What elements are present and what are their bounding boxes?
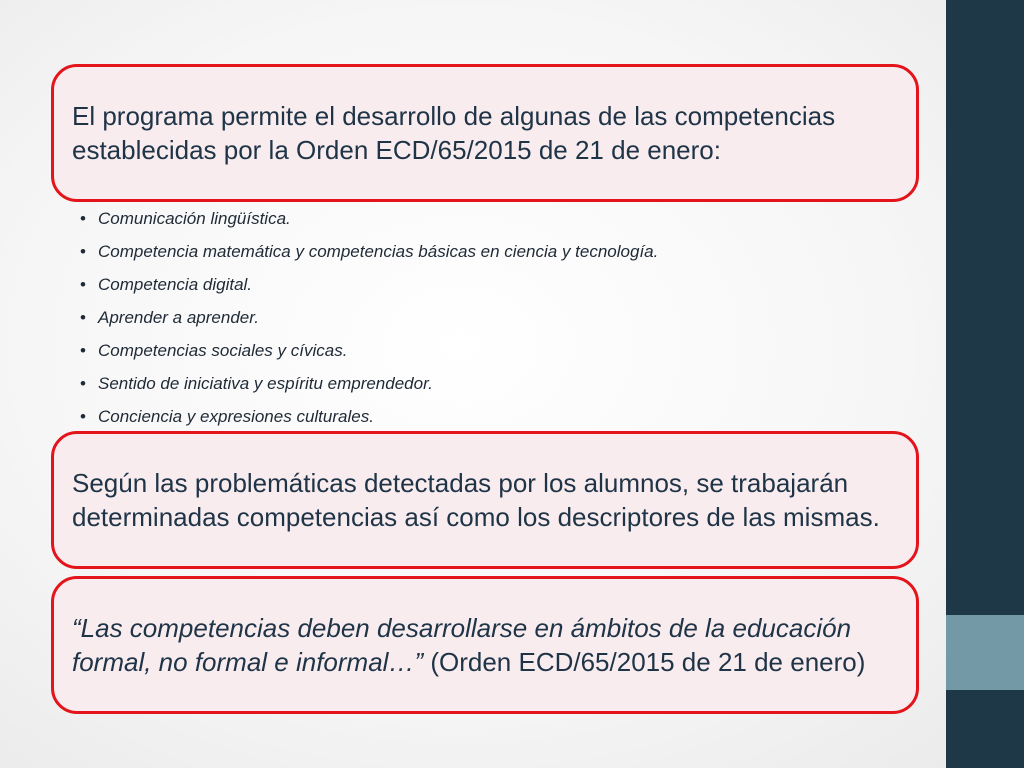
quote-box (51, 576, 919, 714)
side-bar-accent (946, 615, 1024, 690)
problematicas-box (51, 431, 919, 569)
list-item-text: Conciencia y expresiones culturales. (98, 407, 374, 426)
quote-text: “Las competencias deben desarrollarse en ámbitos de la educación formal, no formal e informal…” (72, 613, 852, 677)
list-item-text: Competencia digital. (98, 275, 253, 294)
list-item-text: Comunicación lingüística. (98, 209, 291, 228)
quote-paragraph (72, 611, 898, 679)
list-item (80, 235, 930, 268)
list-item-text: Competencias sociales y cívicas. (98, 341, 348, 360)
competencias-list (80, 202, 930, 433)
list-item-text: Competencia matemática y competencias básicas en ciencia y tecnología. (98, 242, 659, 261)
bullet-marker: • (80, 209, 86, 228)
list-item (80, 367, 930, 400)
list-item (80, 202, 930, 235)
bullet-marker: • (80, 374, 86, 393)
list-item (80, 268, 930, 301)
bullet-marker: • (80, 275, 86, 294)
quote-citation: (Orden ECD/65/2015 de 21 de enero) (423, 647, 866, 677)
intro-box (51, 64, 919, 202)
list-item-text: Aprender a aprender. (98, 308, 259, 327)
bullet-marker: • (80, 341, 86, 360)
problematicas-text: Según las problemáticas detectadas por los alumnos, se trabajarán determinadas competencias así como los descriptores de las mismas. (72, 468, 880, 532)
list-item (80, 334, 930, 367)
list-item (80, 400, 930, 433)
bullet-marker: • (80, 308, 86, 327)
intro-text: El programa permite el desarrollo de algunas de las competencias establecidas por la Orden ECD/65/2015 de 21 de enero: (72, 101, 836, 165)
list-item-text: Sentido de iniciativa y espíritu emprendedor. (98, 374, 433, 393)
bullet-marker: • (80, 242, 86, 261)
list-item (80, 301, 930, 334)
bullet-marker: • (80, 407, 86, 426)
